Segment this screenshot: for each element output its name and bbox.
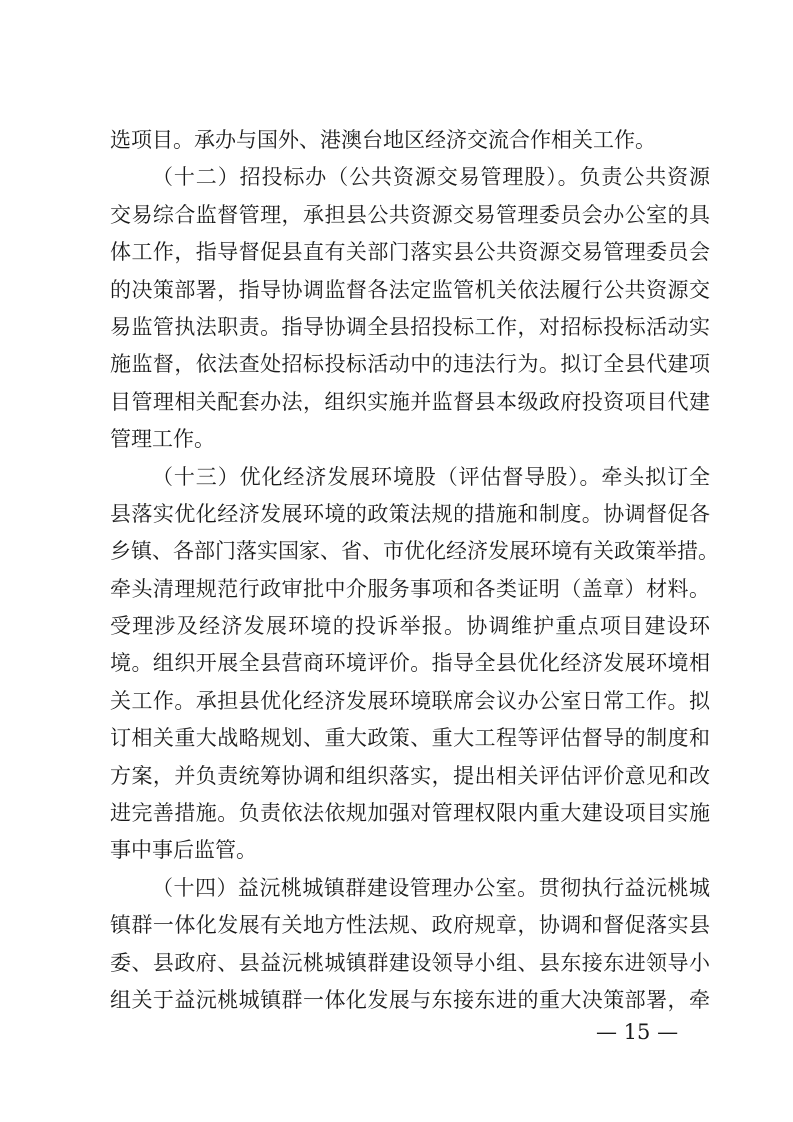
text-line: 境。组织开展全县营商环境评价。指导全县优化经济发展环境相 (110, 651, 710, 676)
text-line: 事中事后监管。 (110, 838, 257, 863)
text-line: 施监督，依法查处招标投标活动中的违法行为。拟订全县代建项 (110, 352, 710, 377)
text-line: 订相关重大战略规划、重大政策、重大工程等评估督导的制度和 (110, 726, 710, 751)
text-line: 的决策部署，指导协调监督各法定监管机关依法履行公共资源交 (110, 277, 710, 302)
text-line: 方案，并负责统筹协调和组织落实，提出相关评估评价意见和改 (110, 763, 710, 788)
text-line: 易监管执法职责。指导协调全县招投标工作，对招标投标活动实 (110, 314, 710, 339)
text-line: 选项目。承办与国外、港澳台地区经济交流合作相关工作。 (110, 128, 656, 152)
page-number: — 15 — (596, 1020, 679, 1044)
text-line: 受理涉及经济发展环境的投诉举报。协调维护重点项目建设环 (110, 614, 710, 639)
text-line: 镇群一体化发展有关地方性法规、政府规章，协调和督促落实县 (110, 913, 710, 938)
text-line: 管理工作。 (110, 427, 215, 452)
text-line: 委、县政府、县益沅桃城镇群建设领导小组、县东接东进领导小 (110, 950, 710, 975)
text-line: 牵头清理规范行政审批中介服务事项和各类证明（盖章）材料。 (110, 576, 710, 601)
text-line: 目管理相关配套办法，组织实施并监督县本级政府投资项目代建 (110, 389, 710, 414)
text-line: 关工作。承担县优化经济发展环境联席会议办公室日常工作。拟 (110, 688, 710, 713)
text-line: 县落实优化经济发展环境的政策法规的措施和制度。协调督促各 (110, 501, 710, 526)
text-line: （十二）招投标办（公共资源交易管理股）。负责公共资源 (152, 165, 710, 190)
text-line: （十四）益沅桃城镇群建设管理办公室。贯彻执行益沅桃城 (152, 875, 710, 900)
text-line: （十三）优化经济发展环境股（评估督导股）。牵头拟订全 (152, 464, 710, 489)
document-body (110, 122, 719, 1019)
text-line: 进完善措施。负责依法依规加强对管理权限内重大建设项目实施 (110, 801, 710, 826)
text-line: 乡镇、各部门落实国家、省、市优化经济发展环境有关政策举措。 (110, 539, 719, 564)
text-line: 组关于益沅桃城镇群一体化发展与东接东进的重大决策部署，牵 (110, 987, 710, 1012)
text-line: 交易综合监督管理，承担县公共资源交易管理委员会办公室的具 (110, 202, 710, 227)
text-line: 体工作，指导督促县直有关部门落实县公共资源交易管理委员会 (110, 240, 710, 265)
